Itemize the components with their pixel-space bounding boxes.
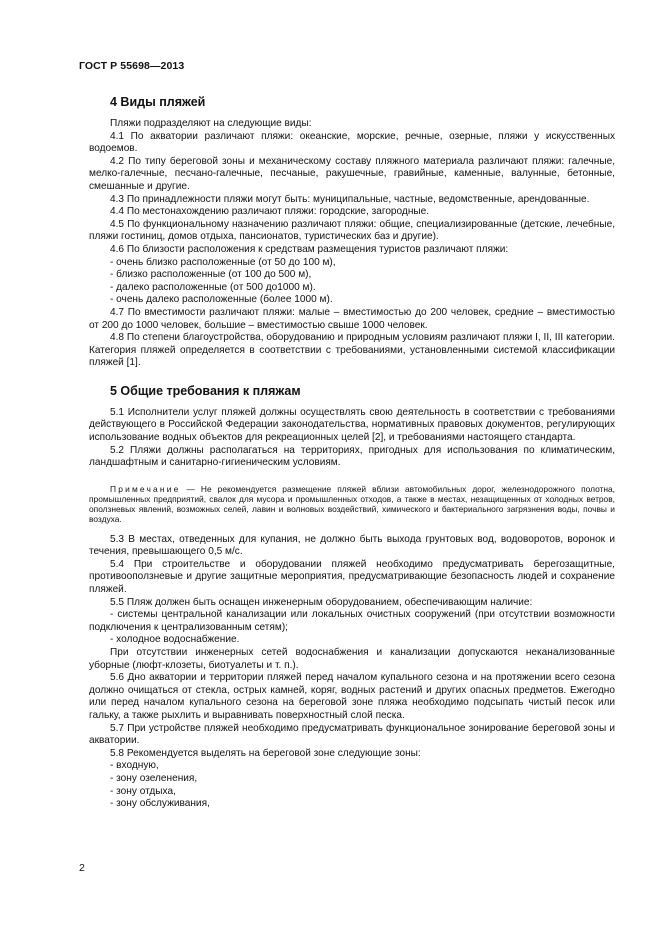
section-5-title: 5 Общие требования к пляжам — [110, 383, 301, 398]
list-item: - холодное водоснабжение. — [110, 634, 240, 646]
paragraph: 5.5 Пляж должен быть оснащен инженерным оборудованием, обеспечивающим наличие: — [110, 596, 533, 608]
list-item: - зону озеленения, — [110, 772, 198, 784]
paragraph: 5.6 Дно акватории и территории пляжей перед началом купального сезона и на протяжении всего сезона должно очищаться от стекла, острых камней, коряг, водных растений и других опасных предметов. Ежегодно или перед началом купального сезона на береговой зоне пляжа необходимо подсыпать чистый песок или гальку, а также рыхлить и выравнивать поверхностный слой песка. — [89, 672, 615, 721]
paragraph: 5.2 Пляжи должны располагаться на территориях, пригодных для использования по климатическим, ландшафтным и санитарно-гигиеническим условиям. — [89, 444, 615, 469]
list-item: - очень далеко расположенные (более 1000 м). — [110, 294, 333, 306]
document-header: ГОСТ Р 55698—2013 — [79, 60, 185, 72]
note-paragraph — [89, 484, 615, 525]
paragraph: 4.2 По типу береговой зоны и механическому составу пляжного материала различают пляжи: галечные, мелко-галечные, песчано-галечные, песчаные, ракушечные, гравийные, каменные, валунные, бетонные, смешанные и другие. — [89, 155, 615, 192]
paragraph: 4.6 По близости расположения к средствам размещения туристов различают пляжи: — [110, 243, 509, 255]
paragraph: 5.3 В местах, отведенных для купания, не должно быть выхода грунтовых вод, водоворотов, воронок и течения, превышающего 0,5 м/с. — [89, 533, 615, 558]
list-item: - далеко расположенные (от 500 до1000 м). — [110, 281, 316, 293]
paragraph: 4.1 По акватории различают пляжи: океанские, морские, речные, озерные, пляжи у искусственных водоемов. — [89, 130, 615, 155]
section-4-title: 4 Виды пляжей — [110, 95, 206, 109]
list-item: - системы центральной канализации или локальных очистных сооружений (при отсутствии возможности подключения к централизованным сетям); — [89, 609, 615, 633]
note-block — [89, 484, 615, 525]
paragraph: 5.4 При строительстве и оборудовании пляжей необходимо предусматривать берегозащитные, противооползневые и другие защитные мероприятия, предусматривающие безопасность людей и сохранение пляжей. — [89, 558, 615, 596]
paragraph: 4.4 По местонахождению различают пляжи: городские, загородные. — [110, 206, 430, 218]
page-content — [89, 94, 615, 811]
paragraph: Пляжи подразделяют на следующие виды: — [110, 118, 312, 129]
list-item: - зону отдыха, — [110, 785, 176, 797]
list-item: - очень близко расположенные (от 50 до 100 м), — [110, 256, 336, 268]
paragraph: 5.7 При устройстве пляжей необходимо предусматривать функциональное зонирование береговой зоны и акватории. — [89, 722, 615, 747]
paragraph: 4.8 По степени благоустройства, оборудованию и природным условиям различают пляжи I, II, III категории. Категория пляжей определяется в соответствии с требованиями, установленными системой классификации пляжей [1]. — [89, 332, 615, 369]
note-label: Примечание — [110, 483, 181, 494]
paragraph: При отсутствии инженерных сетей водоснабжения и канализации допускаются неканализованные уборные (люфт-клозеты, биотуалеты и т. п.). — [89, 647, 615, 671]
list-item: - зону обслуживания, — [110, 798, 210, 810]
paragraph: 4.5 По функциональному назначению различают пляжи: общие, специализированные (детские, лечебные, пляжи гостиниц, домов отдыха, пансионатов, туристических баз и другие). — [89, 218, 615, 243]
note-text: — Не рекомендуется размещение пляжей вблизи автомобильных дорог, железнодорожного полотна, промышленных предприятий, свалок для мусора и промышленных отходов, а также в местах, незащищенных от холодных ветров, оползневых явлений, возможных селей, лавин и волновых воздействий, химического и бактериального загрязнения воды, почвы и воздуха. — [89, 483, 615, 525]
paragraph: 4.3 По принадлежности пляжи могут быть: муниципальные, частные, ведомственные, арендованные. — [110, 193, 590, 205]
paragraph: 5.8 Рекомендуется выделять на береговой зоне следующие зоны: — [110, 747, 421, 759]
list-item: - входную, — [110, 760, 159, 772]
paragraph: 5.1 Исполнители услуг пляжей должны осуществлять свою деятельность в соответствии с требованиями действующего в Российской Федерации законодательства, нормативных правовых документов, регулирующих использование водных объектов для рекреационных целей [2], и требованиями настоящего стандарта. — [89, 406, 615, 444]
page-number: 2 — [79, 862, 85, 874]
list-item: - близко расположенные (от 100 до 500 м), — [110, 269, 312, 281]
paragraph: 4.7 По вместимости различают пляжи: малые – вместимостью до 200 человек, средние – вместимостью от 200 до 1000 человек, большие – вместимостью свыше 1000 человек. — [89, 306, 615, 331]
